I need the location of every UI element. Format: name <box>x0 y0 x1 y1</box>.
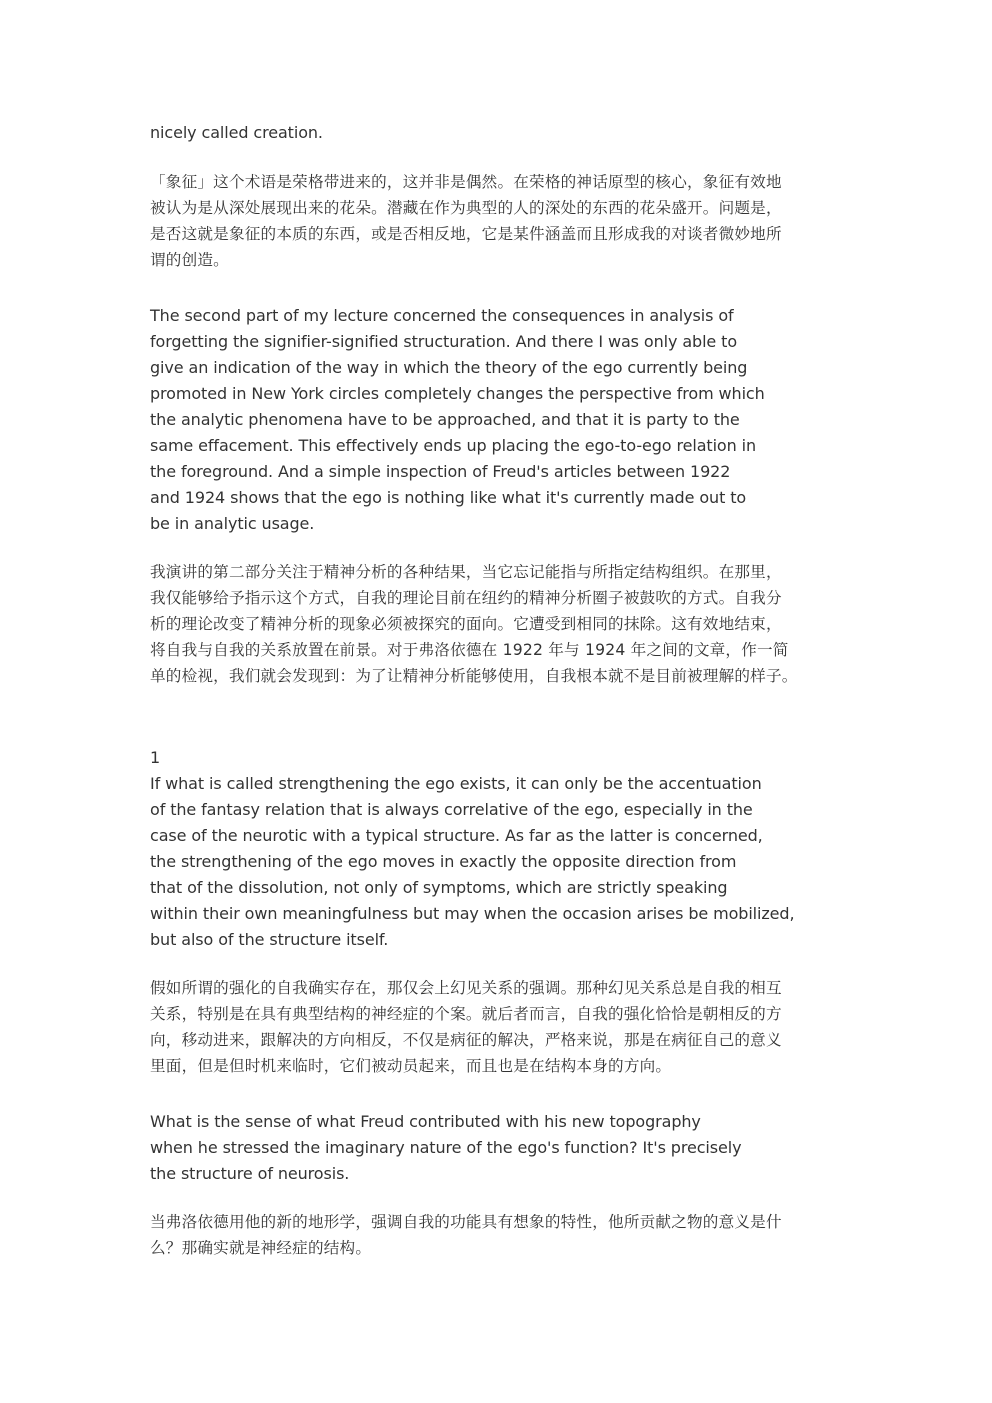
text-line: 「象征」这个术语是荣格带进来的，这并非是偶然。在荣格的神话原型的核心，象征有效地 <box>150 173 782 191</box>
text-line: but also of the structure itself. <box>150 930 389 949</box>
text-line: the foreground. And a simple inspection of Freud's articles between 1922 <box>150 462 731 481</box>
paragraph-en-2 <box>150 303 765 537</box>
text-line: 将自我与自我的关系放置在前景。对于弗洛依德在 1922 年与 1924 年之间的文章，作一简 <box>150 641 789 659</box>
text-line: 关系，特别是在具有典型结构的神经症的个案。就后者而言，自我的强化恰恰是朝相反的方 <box>150 1005 782 1023</box>
text-line: nicely called creation. <box>150 123 323 142</box>
section-number <box>150 745 160 771</box>
text-line: 当弗洛依德用他的新的地形学，强调自我的功能具有想象的特性，他所贡献之物的意义是什 <box>150 1213 782 1231</box>
paragraph-en-3 <box>150 771 794 953</box>
text-line: give an indication of the way in which the theory of the ego currently being <box>150 358 748 377</box>
text-line: the structure of neurosis. <box>150 1164 350 1183</box>
text-line: 单的检视，我们就会发现到：为了让精神分析能够使用，自我根本就不是目前被理解的样子。 <box>150 667 798 685</box>
text-line: The second part of my lecture concerned the consequences in analysis of <box>150 306 734 325</box>
text-line: same effacement. This effectively ends up placing the ego-to-ego relation in <box>150 436 757 455</box>
text-line: 向，移动进来，跟解决的方向相反，不仅是病征的解决，严格来说，那是在病征自己的意义 <box>150 1031 782 1049</box>
text-line: 我仅能够给予指示这个方式，自我的理论目前在纽约的精神分析圈子被鼓吹的方式。自我分 <box>150 589 782 607</box>
paragraph-zh-2 <box>150 559 844 689</box>
text-line: and 1924 shows that the ego is nothing like what it's currently made out to <box>150 488 747 507</box>
text-line: the strengthening of the ego moves in exactly the opposite direction from <box>150 852 737 871</box>
text-line: within their own meaningfulness but may when the occasion arises be mobilized, <box>150 904 795 923</box>
paragraph-zh-3 <box>150 975 844 1079</box>
text-line: the analytic phenomena have to be approached, and that it is party to the <box>150 410 740 429</box>
text-line: 我演讲的第二部分关注于精神分析的各种结果，当它忘记能指与所指定结构组织。在那里， <box>150 563 782 581</box>
text-line: forgetting the signifier-signified structuration. And there I was only able to <box>150 332 738 351</box>
text-line: If what is called strengthening the ego exists, it can only be the accentuation <box>150 774 762 793</box>
paragraph-zh-4 <box>150 1209 844 1261</box>
text-line: 是否这就是象征的本质的东西，或是否相反地，它是某件涵盖而且形成我的对谈者微妙地所 <box>150 225 782 243</box>
text-line: 被认为是从深处展现出来的花朵。潜藏在作为典型的人的深处的东西的花朵盛开。问题是， <box>150 199 782 217</box>
text-line: of the fantasy relation that is always correlative of the ego, especially in the <box>150 800 753 819</box>
text-line: that of the dissolution, not only of symptoms, which are strictly speaking <box>150 878 728 897</box>
text-line: when he stressed the imaginary nature of the ego's function? It's precisely <box>150 1138 742 1157</box>
text-line: 里面，但是但时机来临时，它们被动员起来，而且也是在结构本身的方向。 <box>150 1057 672 1075</box>
text-line: 假如所谓的强化的自我确实存在，那仅会上幻见关系的强调。那种幻见关系总是自我的相互 <box>150 979 782 997</box>
text-line: 么？那确实就是神经症的结构。 <box>150 1239 372 1257</box>
text-line: 析的理论改变了精神分析的现象必须被探究的面向。它遭受到相同的抹除。这有效地结束， <box>150 615 782 633</box>
text-line: What is the sense of what Freud contributed with his new topography <box>150 1112 701 1131</box>
text-line: 谓的创造。 <box>150 251 229 269</box>
paragraph-zh-1 <box>150 169 844 273</box>
text-line: case of the neurotic with a typical structure. As far as the latter is concerned, <box>150 826 763 845</box>
paragraph-en-4 <box>150 1109 741 1187</box>
text-line: 1 <box>150 748 161 767</box>
paragraph-en-1 <box>150 120 323 146</box>
text-line: be in analytic usage. <box>150 514 315 533</box>
text-line: promoted in New York circles completely changes the perspective from which <box>150 384 765 403</box>
